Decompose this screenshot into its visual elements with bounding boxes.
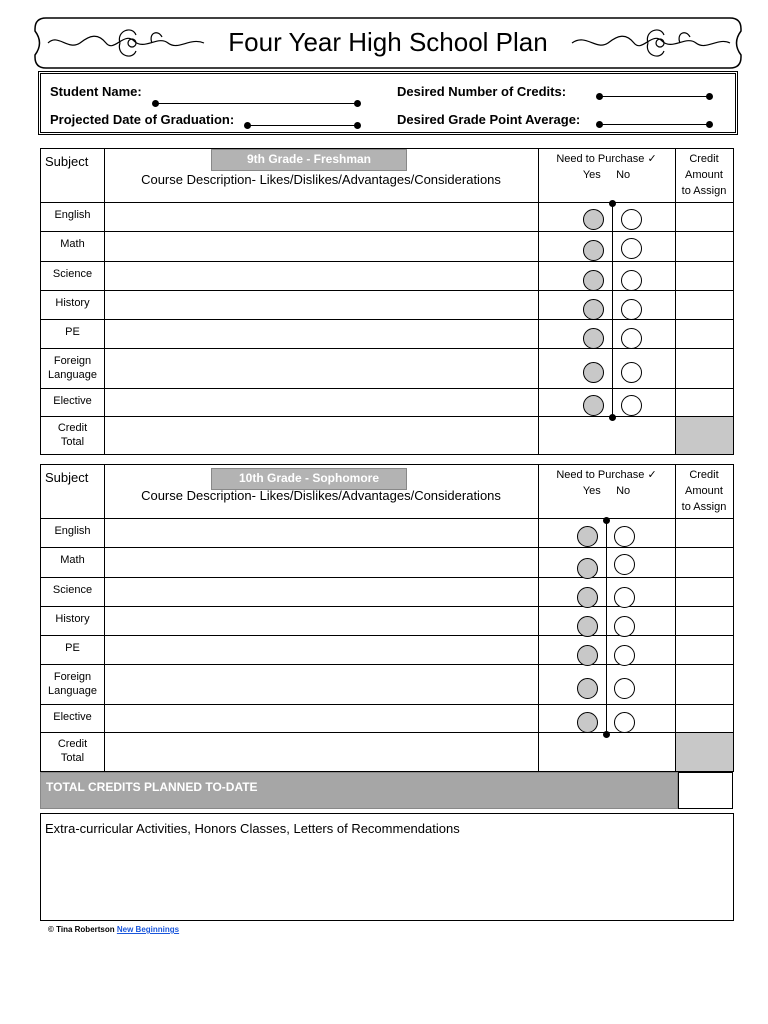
line-dot <box>596 93 603 100</box>
subject-credit-total: Credit Total <box>57 738 88 764</box>
yes-checkbox[interactable] <box>583 299 604 320</box>
yes-checkbox[interactable] <box>577 678 598 699</box>
yes-checkbox[interactable] <box>577 712 598 733</box>
subject-header: Subject <box>45 154 89 169</box>
subject-pe: PE <box>65 326 80 338</box>
yes-checkbox[interactable] <box>583 270 604 291</box>
graduation-date-field[interactable] <box>247 125 357 126</box>
no-checkbox[interactable] <box>614 526 635 547</box>
no-checkbox[interactable] <box>614 712 635 733</box>
subject-pe: PE <box>65 642 80 654</box>
sophomore-table <box>40 464 734 772</box>
line-dot <box>152 100 159 107</box>
yes-checkbox[interactable] <box>577 526 598 547</box>
subject-english: English <box>54 209 91 221</box>
yes-checkbox[interactable] <box>577 616 598 637</box>
desired-gpa-label: Desired Grade Point Average: <box>397 112 581 127</box>
credit-amount-header: Credit Amount to Assign <box>681 469 727 513</box>
subject-elective: Elective <box>53 711 92 723</box>
copyright-text: © Tina Robertson <box>48 925 115 934</box>
need-to-purchase-header: Need to Purchase ✓ Yes No <box>556 153 657 181</box>
total-credits-field[interactable] <box>678 772 733 809</box>
subject-foreign-language: Foreign Language <box>48 355 97 381</box>
subject-header: Subject <box>45 470 89 485</box>
desired-gpa-field[interactable] <box>599 124 709 125</box>
subject-english: English <box>54 525 91 537</box>
line-dot <box>706 93 713 100</box>
no-checkbox[interactable] <box>621 209 642 230</box>
line-dot <box>609 200 616 207</box>
footer-credit <box>48 925 179 934</box>
yes-checkbox[interactable] <box>583 209 604 230</box>
no-checkbox[interactable] <box>621 328 642 349</box>
student-info-box <box>38 71 738 135</box>
student-name-field[interactable] <box>155 103 357 104</box>
desired-credits-field[interactable] <box>599 96 709 97</box>
subject-history: History <box>55 297 90 309</box>
no-checkbox[interactable] <box>614 645 635 666</box>
page-title: Four Year High School Plan <box>228 27 548 57</box>
title-banner <box>34 17 742 69</box>
extra-curricular-label: Extra-curricular Activities, Honors Classes, Letters of Recommendations <box>45 821 460 836</box>
line-dot <box>603 731 610 738</box>
no-checkbox[interactable] <box>614 678 635 699</box>
subject-math: Math <box>60 238 85 250</box>
subject-science: Science <box>52 584 93 596</box>
no-checkbox[interactable] <box>621 395 642 416</box>
no-checkbox[interactable] <box>621 362 642 383</box>
grade-label: 9th Grade - Freshman <box>211 149 407 171</box>
credit-total-cell <box>676 417 733 454</box>
new-beginnings-link[interactable]: New Beginnings <box>116 925 180 934</box>
student-name-label: Student Name: <box>50 84 142 99</box>
credit-total-cell <box>676 733 733 771</box>
no-checkbox[interactable] <box>621 299 642 320</box>
line-dot <box>244 122 251 129</box>
line-dot <box>354 122 361 129</box>
course-description-header: Course Description- Likes/Dislikes/Advantages/Considerations <box>141 172 501 187</box>
total-credits-bar: TOTAL CREDITS PLANNED TO-DATE <box>40 772 678 809</box>
subject-history: History <box>55 613 90 625</box>
no-checkbox[interactable] <box>621 238 642 259</box>
subject-foreign-language: Foreign Language <box>48 671 97 697</box>
line-dot <box>354 100 361 107</box>
yes-checkbox[interactable] <box>577 645 598 666</box>
yes-checkbox[interactable] <box>577 558 598 579</box>
yes-checkbox[interactable] <box>583 362 604 383</box>
extra-curricular-box[interactable] <box>40 813 734 921</box>
graduation-date-label: Projected Date of Graduation: <box>50 112 235 127</box>
line-dot <box>706 121 713 128</box>
credit-amount-header: Credit Amount to Assign <box>681 153 727 197</box>
need-to-purchase-header: Need to Purchase ✓ Yes No <box>556 469 657 497</box>
yes-checkbox[interactable] <box>583 240 604 261</box>
no-checkbox[interactable] <box>614 554 635 575</box>
subject-math: Math <box>60 554 85 566</box>
yes-checkbox[interactable] <box>583 395 604 416</box>
no-checkbox[interactable] <box>614 616 635 637</box>
grade-label: 10th Grade - Sophomore <box>211 468 407 490</box>
subject-credit-total: Credit Total <box>57 422 88 448</box>
course-description-header: Course Description- Likes/Dislikes/Advantages/Considerations <box>141 488 501 503</box>
line-dot <box>603 517 610 524</box>
subject-science: Science <box>52 268 93 280</box>
no-checkbox[interactable] <box>614 587 635 608</box>
yes-checkbox[interactable] <box>583 328 604 349</box>
desired-credits-label: Desired Number of Credits: <box>397 84 567 99</box>
line-dot <box>609 414 616 421</box>
yes-checkbox[interactable] <box>577 587 598 608</box>
line-dot <box>596 121 603 128</box>
subject-elective: Elective <box>53 395 92 407</box>
freshman-table <box>40 148 734 455</box>
no-checkbox[interactable] <box>621 270 642 291</box>
